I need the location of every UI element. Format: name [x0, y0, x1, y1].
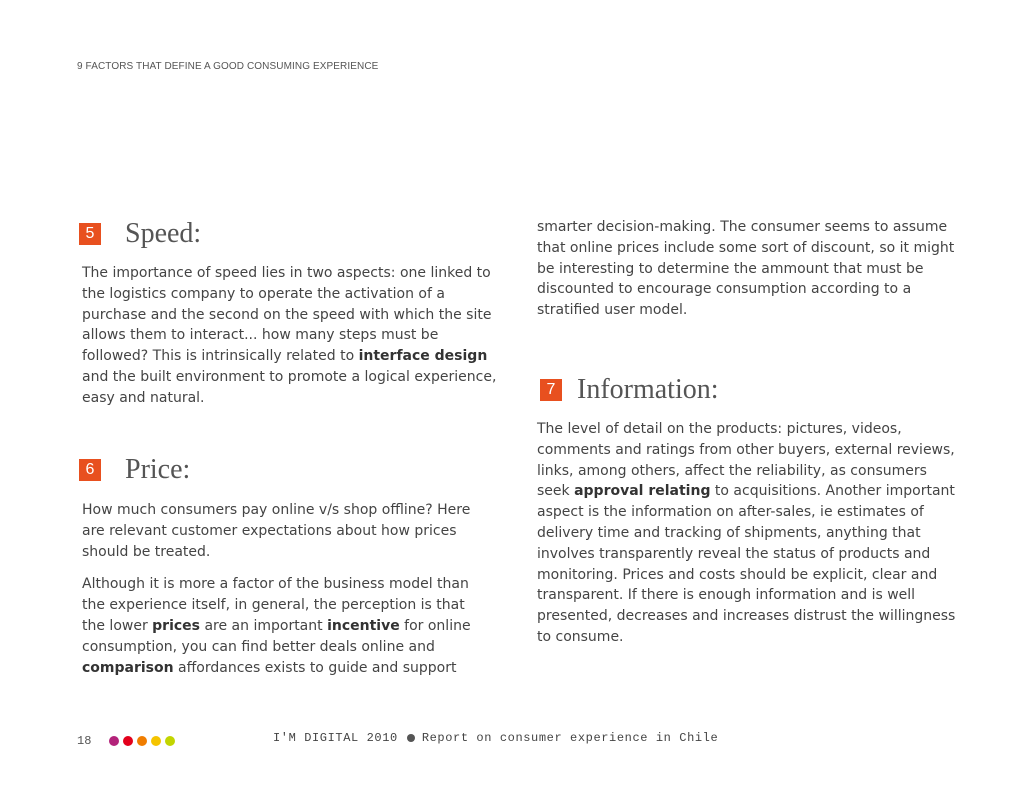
page-number: 18 — [77, 733, 92, 748]
speed-body — [82, 263, 502, 421]
price-bold-prices: prices — [152, 617, 201, 634]
price-paragraph-2 — [82, 574, 482, 678]
section-title: Speed: — [125, 218, 202, 249]
price-paragraph-1: How much consumers pay online v/s shop offline? Here are relevant customer expectations about how prices should be treated. — [82, 502, 471, 560]
color-dot-icon — [123, 736, 133, 746]
info-text-c: to acquisitions. Another important aspect is the information on after-sales, ie estimates of delivery time and tracking of shipments, anything that involves transparently reveal the status of products and monitoring. Prices and costs should be explicit, clear and transparent. If there is enough information and is well presented, decreases and increases distrust the willingness to consume. — [537, 483, 956, 645]
information-body — [537, 419, 957, 660]
info-text-bold: approval relating — [574, 483, 711, 500]
info-text-a: The level of detail on the products: pictures, videos, comments and ratings from other buyers, external reviews, links, among others, affect the reliability, as consumers seek — [537, 421, 955, 500]
price-text-a: Although it is more a factor of the business model than the experience itself, in general, the perception is that the lower — [82, 576, 469, 634]
speed-text-a: The importance of speed lies in two aspects: one linked to the logistics company to operate the activation of a purchase and the second on the speed with which the site allows them to interact... how many steps must be followed? This is intrinsically related to — [82, 265, 492, 365]
price-bold-incentive: incentive — [327, 617, 400, 634]
section-speed-heading — [79, 218, 201, 250]
brand-name: I'M DIGITAL 2010 — [273, 731, 398, 745]
section-number-badge: 5 — [79, 223, 101, 245]
color-dot-icon — [151, 736, 161, 746]
separator-dot-icon — [407, 734, 415, 742]
color-dot-icon — [109, 736, 119, 746]
section-title: Price: — [125, 454, 191, 485]
color-dot-icon — [165, 736, 175, 746]
price-text-c: are an important — [200, 617, 328, 634]
price-text-e: for online consumption, you can find better deals online and — [82, 617, 471, 655]
price-continued-text: smarter decision-making. The consumer seems to assume that online prices include some sort of discount, so it might be interesting to determine the ammount that must be discounted to encourage consumption according to a stratified user model. — [537, 219, 955, 319]
footer — [77, 731, 179, 750]
section-number-badge: 7 — [540, 379, 562, 401]
price-continued — [537, 217, 957, 333]
color-dot-icon — [137, 736, 147, 746]
section-number-badge: 6 — [79, 459, 101, 481]
color-dots — [109, 731, 179, 750]
price-text-g: affordances exists to guide and support — [173, 659, 457, 676]
price-body — [82, 500, 482, 690]
section-title: Information: — [577, 374, 719, 405]
price-bold-comparison: comparison — [82, 659, 174, 676]
footer-brand — [273, 731, 718, 745]
page-header: 9 FACTORS THAT DEFINE A GOOD CONSUMING EXPERIENCE — [77, 61, 379, 72]
speed-text-c: and the built environment to promote a logical experience, easy and natural. — [82, 368, 497, 406]
speed-text-bold: interface design — [358, 348, 488, 365]
report-subtitle: Report on consumer experience in Chile — [421, 731, 719, 745]
section-information-heading — [540, 374, 719, 406]
section-price-heading — [79, 454, 190, 486]
